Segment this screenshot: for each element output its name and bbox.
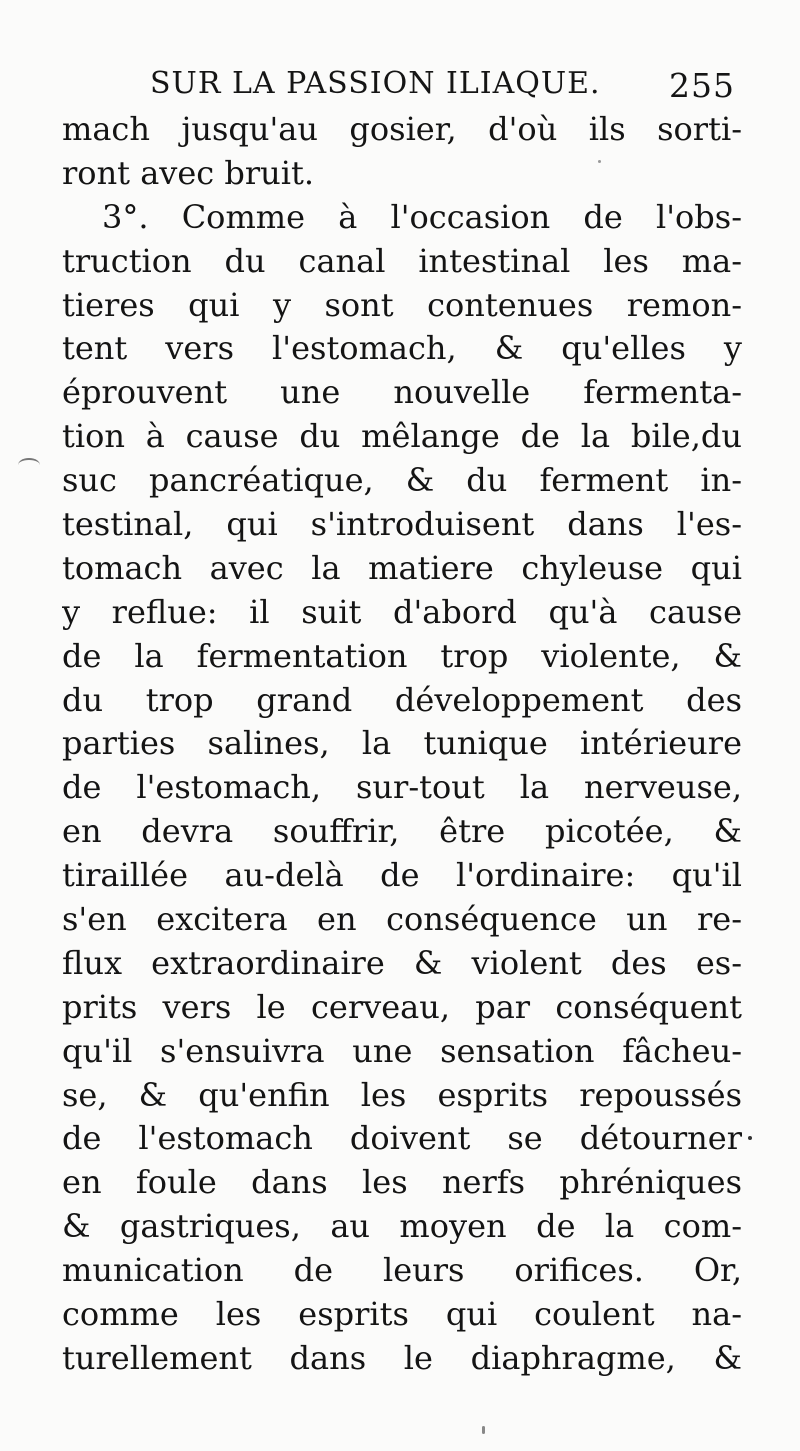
text-line: se, & qu'enfin les esprits repoussés bbox=[62, 1075, 742, 1114]
text-line: du trop grand développement des bbox=[62, 680, 742, 719]
text-line: truction du canal intestinal les ma- bbox=[62, 241, 742, 280]
text-line: & gastriques, au moyen de la com- bbox=[62, 1207, 742, 1246]
text-line: s'en excitera en conséquence un re- bbox=[62, 900, 742, 939]
text-line: ront avec bruit. bbox=[62, 153, 315, 192]
ink-speck bbox=[598, 160, 601, 163]
text-line: comme les esprits qui coulent na- bbox=[62, 1295, 742, 1334]
page-header bbox=[150, 60, 735, 110]
text-line: de l'estomach, sur-tout la nerveuse, bbox=[62, 768, 742, 807]
text-line: tent vers l'estomach, & qu'elles y bbox=[62, 329, 742, 368]
text-line: tion à cause du mêlange de la bile,du bbox=[62, 417, 742, 456]
text-line: parties salines, la tunique intérieure bbox=[62, 724, 742, 763]
text-line: munication de leurs orifices. Or, bbox=[62, 1251, 742, 1290]
text-line: en devra souffrir, être picotée, & bbox=[62, 812, 742, 851]
text-line: en foule dans les nerfs phréniques bbox=[62, 1163, 742, 1202]
text-line: suc pancréatique, & du ferment in- bbox=[62, 461, 742, 500]
text-line: tiraillée au-delà de l'ordinaire: qu'il bbox=[62, 856, 742, 895]
margin-mark bbox=[18, 458, 40, 472]
text-line: tomach avec la matiere chyleuse qui bbox=[62, 548, 742, 587]
page-number: 255 bbox=[669, 66, 735, 105]
text-line: testinal, qui s'introduisent dans l'es- bbox=[62, 505, 742, 544]
ink-speck bbox=[482, 1426, 485, 1434]
text-line: qu'il s'ensuivra une sensation fâcheu- bbox=[62, 1031, 742, 1070]
text-line: de l'estomach doivent se détourner bbox=[62, 1119, 742, 1158]
text-line: 3°. Comme à l'occasion de l'obs- bbox=[102, 197, 742, 236]
body-text bbox=[62, 108, 742, 1381]
ink-speck bbox=[748, 1136, 752, 1140]
text-line: éprouvent une nouvelle fermenta- bbox=[62, 373, 742, 412]
text-line: turellement dans le diaphragme, & bbox=[62, 1338, 742, 1377]
text-line: flux extraordinaire & violent des es- bbox=[62, 943, 742, 982]
text-line: y reflue: il suit d'abord qu'à cause bbox=[62, 592, 742, 631]
text-line: de la fermentation trop violente, & bbox=[62, 636, 742, 675]
running-title: SUR LA PASSION ILIAQUE. bbox=[150, 66, 601, 101]
text-line: mach jusqu'au gosier, d'où ils sorti- bbox=[62, 110, 742, 148]
text-line: prits vers le cerveau, par conséquent bbox=[62, 987, 742, 1026]
text-line: tieres qui y sont contenues remon- bbox=[62, 285, 742, 324]
